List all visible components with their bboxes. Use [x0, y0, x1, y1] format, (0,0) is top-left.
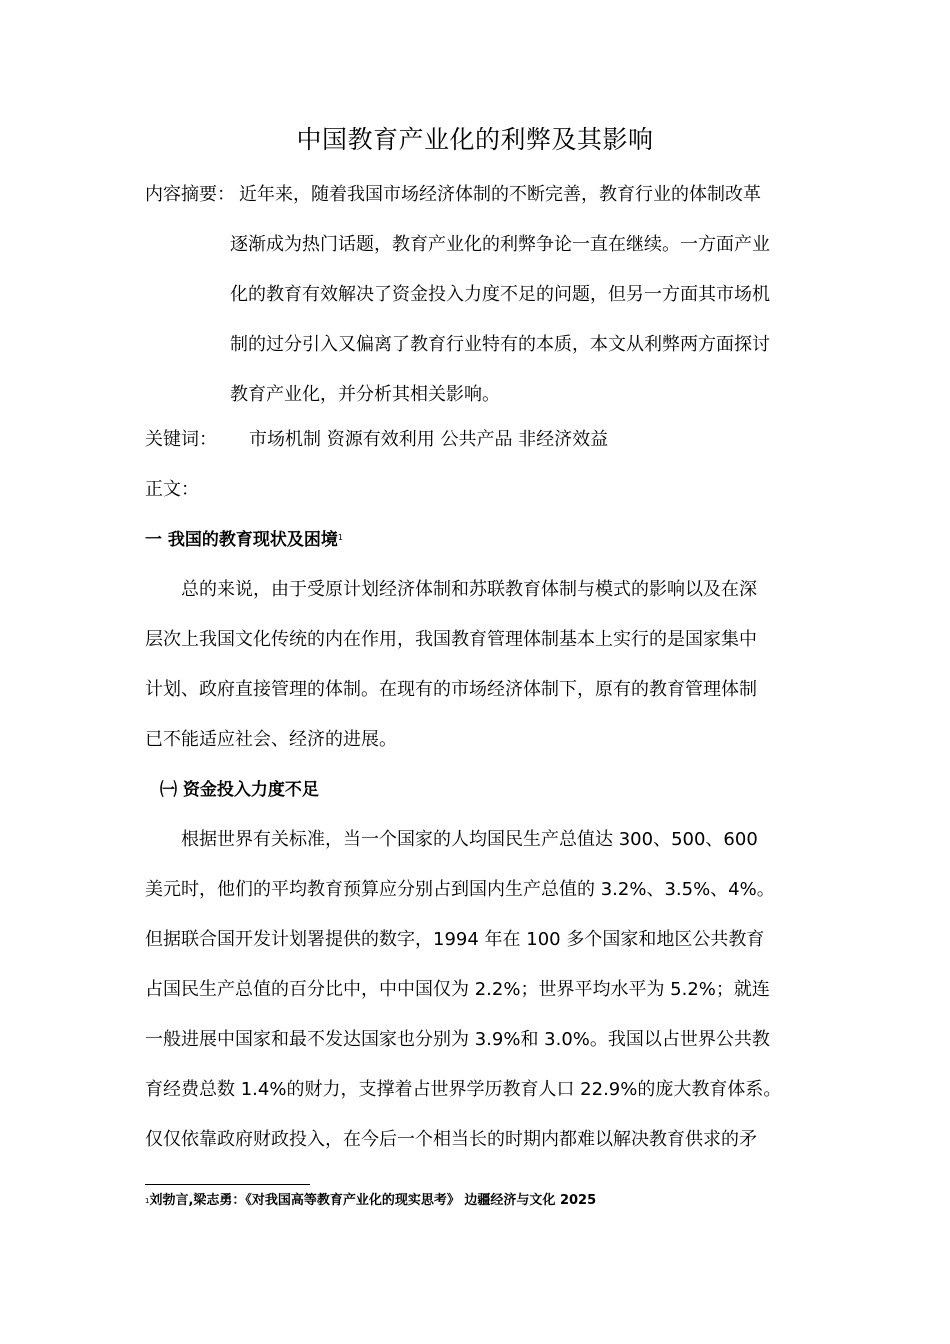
abstract-line: 教育产业化，并分析其相关影响。 — [230, 384, 500, 405]
section-heading — [145, 515, 343, 565]
abstract-label: 内容摘要： — [145, 184, 235, 205]
section-paragraph — [145, 565, 805, 765]
abstract-first-line: 近年来，随着我国市场经济体制的不断完善，教育行业的体制改革 — [239, 184, 761, 205]
footnote-text: 刘勃言,梁志勇：《对我国高等教育产业化的现实思考》 边疆经济与文化 2025 — [149, 1193, 597, 1208]
paragraph-line: 美元时，他们的平均教育预算应分别占到国内生产总值的 3.2%、3.5%、4%。 — [145, 879, 775, 900]
body-label: 正文： — [145, 479, 199, 500]
footnote-reference: 1 — [337, 533, 344, 542]
paragraph-line: 已不能适应社会、经济的进展。 — [145, 729, 397, 750]
footnote-divider — [145, 1184, 310, 1185]
footnote-mark: 1 — [145, 1197, 150, 1205]
subsection-paragraph — [145, 815, 805, 1165]
keywords-value: 市场机制 资源有效利用 公共产品 非经济效益 — [249, 429, 609, 450]
section-heading-text: 一 我国的教育现状及困境 — [145, 530, 338, 550]
paragraph-line: 一般进展中国家和最不发达国家也分别为 3.9%和 3.0%。我国以占世界公共教 — [145, 1029, 770, 1050]
abstract-body — [230, 220, 810, 420]
subsection-heading: ㈠ 资金投入力度不足 — [160, 780, 319, 800]
document-title: 中国教育产业化的利弊及其影响 — [296, 125, 654, 154]
abstract-line: 逐渐成为热门话题，教育产业化的利弊争论一直在继续。一方面产业 — [230, 234, 770, 255]
paragraph-line: 但据联合国开发计划署提供的数字，1994 年在 100 多个国家和地区公共教育 — [145, 929, 765, 950]
footnote — [145, 1190, 596, 1212]
keywords — [145, 415, 608, 465]
paragraph-line: 占国民生产总值的百分比中，中中国仅为 2.2%；世界平均水平为 5.2%；就连 — [145, 979, 770, 1000]
paragraph-line: 层次上我国文化传统的内在作用，我国教育管理体制基本上实行的是国家集中 — [145, 629, 757, 650]
keywords-label: 关键词： — [145, 429, 217, 450]
paragraph-line: 仅仅依靠政府财政投入，在今后一个相当长的时期内都难以解决教育供求的矛 — [145, 1129, 757, 1150]
paragraph-line: 根据世界有关标准，当一个国家的人均国民生产总值达 300、500、600 — [181, 829, 758, 850]
abstract-line: 制的过分引入又偏离了教育行业特有的本质，本文从利弊两方面探讨 — [230, 334, 770, 355]
abstract-line: 化的教育有效解决了资金投入力度不足的问题，但另一方面其市场机 — [230, 284, 770, 305]
paragraph-line: 总的来说，由于受原计划经济体制和苏联教育体制与模式的影响以及在深 — [181, 579, 757, 600]
paragraph-line: 计划、政府直接管理的体制。在现有的市场经济体制下，原有的教育管理体制 — [145, 679, 757, 700]
paragraph-line: 育经费总数 1.4%的财力，支撑着占世界学历教育人口 22.9%的庞大教育体系。 — [145, 1079, 782, 1100]
